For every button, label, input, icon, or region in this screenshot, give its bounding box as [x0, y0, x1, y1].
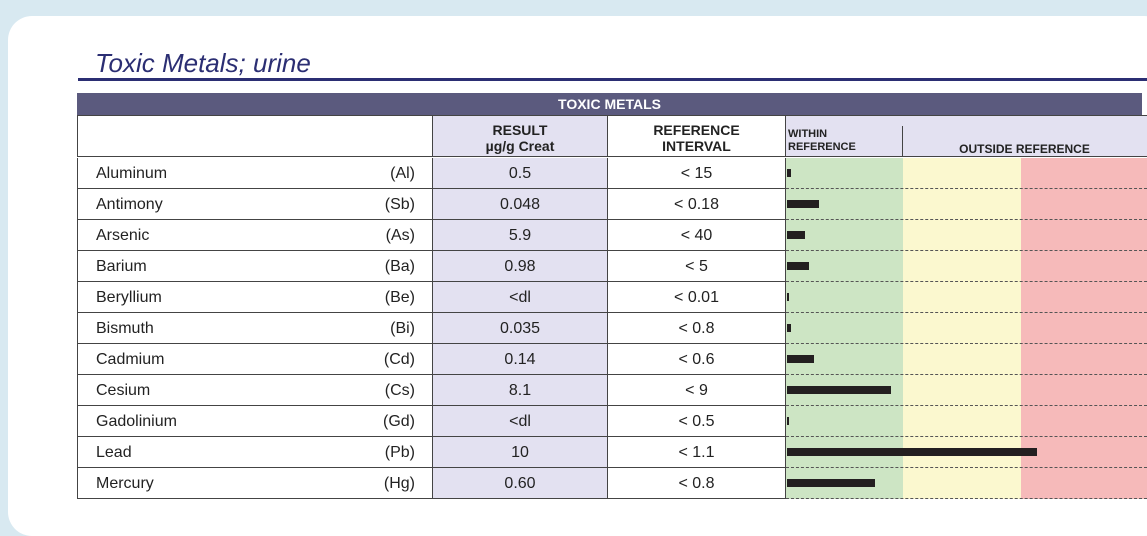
table-row — [77, 406, 1147, 437]
result-value: 0.14 — [432, 344, 608, 375]
result-bar — [787, 293, 789, 301]
header-outside-reference: OUTSIDE REFERENCE — [902, 115, 1147, 157]
within-reference-zone — [786, 406, 903, 437]
header-reference-label1: REFERENCE — [653, 122, 740, 138]
result-bar — [787, 355, 814, 363]
table-row — [77, 313, 1147, 344]
result-bar — [787, 231, 805, 239]
result-bar — [787, 324, 791, 332]
header-within-label1: WITHIN — [788, 128, 828, 140]
result-value: 5.9 — [432, 220, 608, 251]
result-bar — [787, 200, 819, 208]
result-value: 0.035 — [432, 313, 608, 344]
elevated-zone — [903, 282, 1021, 313]
metal-name: Gadolinium — [77, 406, 432, 437]
result-value: 0.98 — [432, 251, 608, 282]
header-separator — [902, 126, 903, 157]
high-zone — [1021, 344, 1147, 375]
table-row — [77, 344, 1147, 375]
reference-interval: < 1.1 — [608, 437, 786, 468]
table-row — [77, 189, 1147, 220]
metal-symbol: (Cs) — [384, 382, 415, 399]
result-bar — [787, 169, 791, 177]
high-zone — [1021, 220, 1147, 251]
table-row — [77, 220, 1147, 251]
elevated-zone — [903, 375, 1021, 406]
metal-symbol: (Hg) — [383, 475, 415, 492]
header-reference — [608, 115, 786, 157]
result-value: 10 — [432, 437, 608, 468]
result-value: 0.048 — [432, 189, 608, 220]
within-reference-zone — [786, 282, 903, 313]
row-dashed-divider — [786, 498, 1147, 499]
metal-symbol: (Gd) — [383, 413, 415, 430]
metal-name: Mercury — [77, 468, 432, 499]
metal-name: Arsenic — [77, 220, 432, 251]
toxic-metals-table — [77, 93, 1147, 497]
metal-symbol: (Pb) — [384, 444, 415, 461]
high-zone — [1021, 437, 1147, 468]
metal-name: Lead — [77, 437, 432, 468]
header-result — [432, 115, 608, 157]
high-zone — [1021, 251, 1147, 282]
high-zone — [1021, 468, 1147, 499]
header-result-unit: µg/g Creat — [485, 138, 555, 154]
within-reference-zone — [786, 158, 903, 189]
metal-name: Cadmium — [77, 344, 432, 375]
within-reference-zone — [786, 313, 903, 344]
table-row — [77, 158, 1147, 189]
high-zone — [1021, 406, 1147, 437]
metal-symbol: (Be) — [384, 289, 415, 306]
reference-interval: < 40 — [608, 220, 786, 251]
high-zone — [1021, 282, 1147, 313]
metal-symbol: (Bi) — [390, 320, 415, 337]
high-zone — [1021, 375, 1147, 406]
result-value: <dl — [432, 406, 608, 437]
elevated-zone — [903, 313, 1021, 344]
reference-interval: < 15 — [608, 158, 786, 189]
metal-symbol: (Al) — [390, 165, 415, 182]
reference-interval: < 5 — [608, 251, 786, 282]
metal-name: Aluminum — [77, 158, 432, 189]
page-title: Toxic Metals; urine — [95, 48, 311, 78]
metal-name: Barium — [77, 251, 432, 282]
high-zone — [1021, 189, 1147, 220]
table-row — [77, 375, 1147, 406]
header-blank-cell — [77, 115, 432, 157]
table-row — [77, 468, 1147, 499]
result-value: <dl — [432, 282, 608, 313]
title-divider — [78, 78, 1147, 81]
metal-name: Beryllium — [77, 282, 432, 313]
result-bar — [787, 386, 891, 394]
metal-name: Cesium — [77, 375, 432, 406]
reference-interval: < 0.6 — [608, 344, 786, 375]
high-zone — [1021, 313, 1147, 344]
reference-interval: < 0.18 — [608, 189, 786, 220]
table-row — [77, 282, 1147, 313]
elevated-zone — [903, 251, 1021, 282]
high-zone — [1021, 158, 1147, 189]
result-bar — [787, 262, 809, 270]
metal-symbol: (Ba) — [384, 258, 415, 275]
table-row — [77, 437, 1147, 468]
header-within-label2: REFERENCE — [788, 141, 856, 153]
header-within-reference — [786, 115, 902, 157]
reference-interval: < 0.01 — [608, 282, 786, 313]
result-value: 0.60 — [432, 468, 608, 499]
metal-symbol: (As) — [385, 227, 415, 244]
metal-name: Antimony — [77, 189, 432, 220]
reference-interval: < 9 — [608, 375, 786, 406]
metal-symbol: (Sb) — [384, 196, 415, 213]
table-row — [77, 251, 1147, 282]
result-value: 8.1 — [432, 375, 608, 406]
elevated-zone — [903, 189, 1021, 220]
reference-interval: < 0.8 — [608, 313, 786, 344]
header-reference-label2: INTERVAL — [662, 138, 731, 154]
header-result-label: RESULT — [492, 122, 548, 138]
elevated-zone — [903, 406, 1021, 437]
result-bar — [787, 479, 875, 487]
elevated-zone — [903, 344, 1021, 375]
result-bar — [787, 417, 789, 425]
result-bar — [787, 448, 1037, 456]
elevated-zone — [903, 158, 1021, 189]
reference-interval: < 0.8 — [608, 468, 786, 499]
elevated-zone — [903, 220, 1021, 251]
reference-interval: < 0.5 — [608, 406, 786, 437]
metal-symbol: (Cd) — [383, 351, 415, 368]
result-value: 0.5 — [432, 158, 608, 189]
metal-name: Bismuth — [77, 313, 432, 344]
elevated-zone — [903, 468, 1021, 499]
section-header: TOXIC METALS — [77, 93, 1142, 116]
